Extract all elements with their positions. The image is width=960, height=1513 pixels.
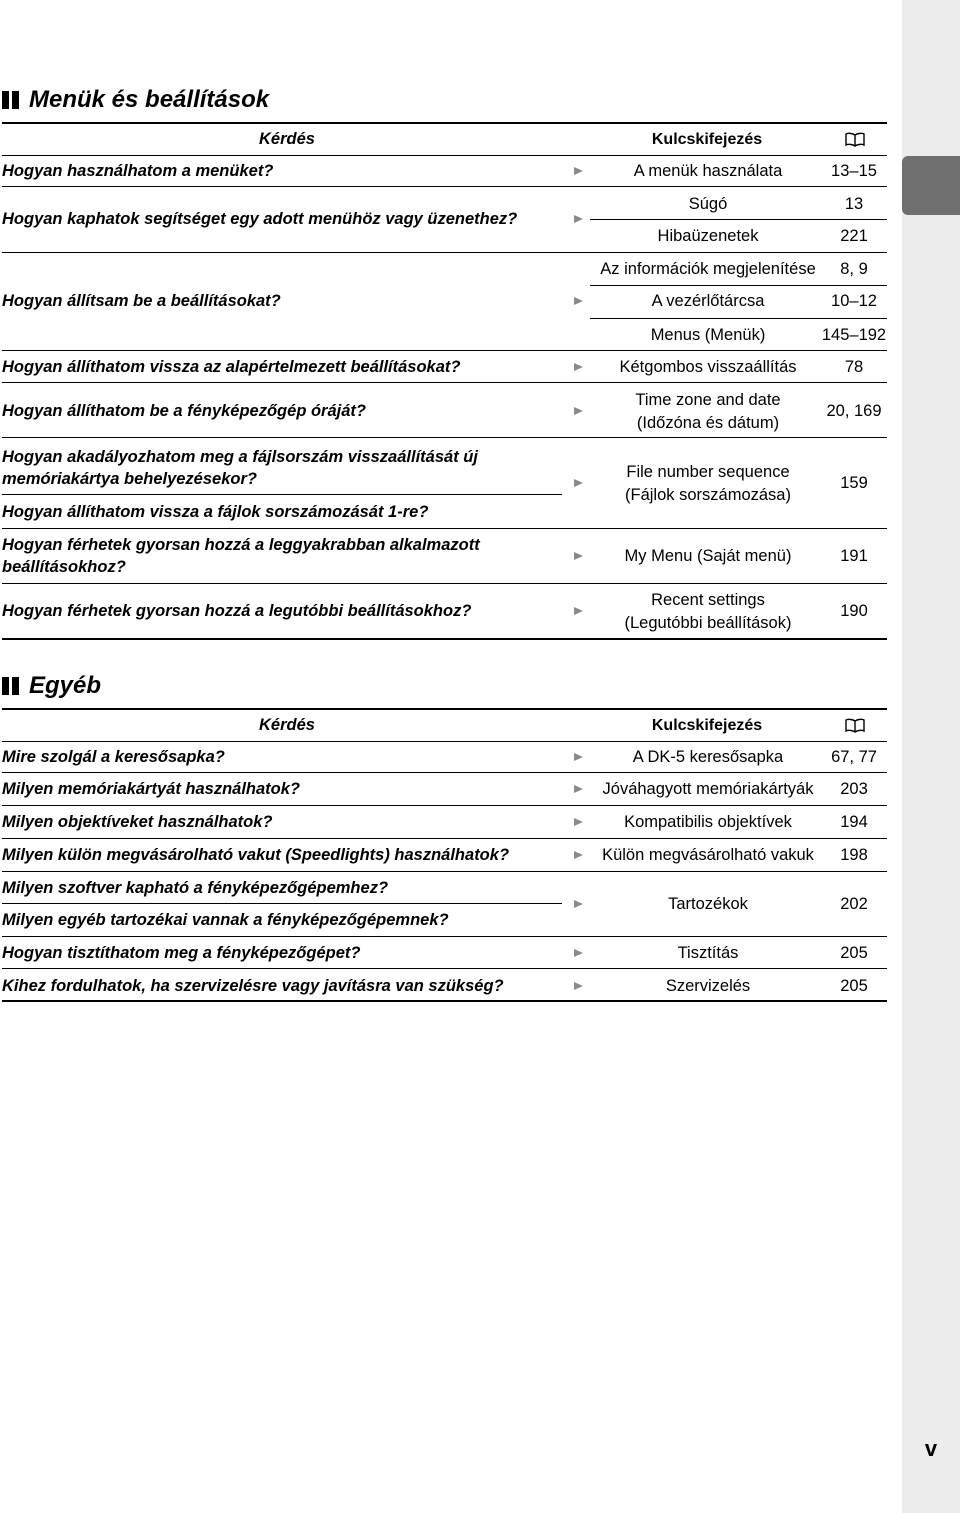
table-header (2, 122, 887, 156)
table-row-question: Hogyan állíthatom be a fényképezőgép óráját? (2, 402, 366, 420)
table-row-question: Kihez fordulhatok, ha szervizelésre vagy javításra van szükség? (2, 977, 504, 995)
row-divider (2, 437, 887, 438)
page-ref[interactable]: 10–12 (831, 292, 877, 310)
table-row-question: Hogyan állíthatom vissza az alapértelmezett beállításokat? (2, 358, 461, 376)
row-divider (2, 382, 887, 383)
row-divider (2, 805, 887, 806)
page-ref[interactable]: 78 (844, 358, 864, 376)
table-row-question: Milyen egyéb tartozékai vannak a fényképezőgépemnek? (2, 911, 449, 929)
page-ref[interactable]: 205 (840, 977, 868, 995)
section-title-other (2, 666, 101, 706)
arrow-icon (574, 297, 583, 305)
arrow-icon (574, 552, 583, 560)
table-row-question: Mire szolgál a keresősapka? (2, 748, 225, 766)
arrow-icon (574, 785, 583, 793)
keyword-cell: Tartozékok (668, 895, 748, 913)
arrow-icon (574, 851, 583, 859)
arrow-icon (574, 363, 583, 371)
header-question: Kérdés (259, 130, 315, 148)
sub-row-divider (2, 903, 562, 904)
header-question: Kérdés (259, 716, 315, 734)
keyword-cell-line1: Recent settings (651, 591, 765, 609)
page-ref[interactable]: 67, 77 (831, 748, 877, 766)
row-divider (2, 871, 887, 872)
section-title-text: Egyéb (29, 672, 102, 699)
section-marker-icon (2, 91, 19, 109)
page-ref[interactable]: 198 (840, 846, 868, 864)
keyword-cell-line1: Time zone and date (635, 391, 781, 409)
arrow-icon (574, 818, 583, 826)
table-row-question: Hogyan kaphatok segítséget egy adott menühöz vagy üzenethez? (2, 210, 518, 228)
page-number: v (924, 1436, 938, 1461)
keyword-cell: Hibaüzenetek (657, 227, 759, 245)
row-divider (2, 583, 887, 584)
keyword-cell: Súgó (688, 195, 728, 213)
arrow-icon (574, 982, 583, 990)
keyword-cell: A DK-5 keresősapka (632, 748, 784, 766)
table-row-question: Hogyan állíthatom vissza a fájlok sorszámozását 1-re? (2, 503, 429, 521)
page-ref[interactable]: 203 (840, 780, 868, 798)
row-divider (2, 968, 887, 969)
table-row-question: Hogyan férhetek gyorsan hozzá a legutóbbi beállításokhoz? (2, 602, 472, 620)
sub-row-divider (590, 318, 887, 319)
row-divider (2, 936, 887, 937)
table-row-question: Hogyan akadályozhatom meg a fájlsorszám visszaállítását új memóriakártya behelyezésekor? (2, 448, 478, 488)
header-page (822, 124, 887, 155)
keyword-cell: Az információk megjelenítése (600, 260, 816, 278)
table-row-question: Hogyan állítsam be a beállításokat? (2, 292, 281, 310)
keyword-cell: Menus (Menük) (650, 326, 766, 344)
book-icon (845, 718, 865, 733)
header-page (822, 710, 887, 741)
page-ref[interactable]: 13 (844, 195, 864, 213)
keyword-cell: Jóváhagyott memóriakártyák (602, 780, 814, 798)
page-ref[interactable]: 221 (840, 227, 868, 245)
keyword-cell: Tisztítás (677, 944, 739, 962)
table-bottom-rule (2, 1000, 887, 1002)
keyword-cell: Kétgombos visszaállítás (619, 358, 797, 376)
arrow-icon (574, 479, 583, 487)
section-title-menus (2, 80, 269, 120)
keyword-cell: A vezérlőtárcsa (651, 292, 765, 310)
page-ref[interactable]: 191 (840, 547, 868, 565)
sub-row-divider (590, 219, 887, 220)
table-row-question: Hogyan használhatom a menüket? (2, 162, 274, 180)
page-ref[interactable]: 202 (840, 895, 868, 913)
page-ref[interactable]: 159 (840, 474, 868, 492)
table-header (2, 708, 887, 742)
row-divider (2, 252, 887, 253)
page-ref[interactable]: 205 (840, 944, 868, 962)
table-row-question: Milyen külön megvásárolható vakut (Speedlights) használhatok? (2, 846, 510, 864)
page-ref[interactable]: 20, 169 (826, 402, 882, 420)
row-divider (2, 528, 887, 529)
keyword-cell-line1: File number sequence (626, 463, 790, 481)
page-ref[interactable]: 194 (840, 813, 868, 831)
keyword-cell: Külön megvásárolható vakuk (602, 846, 814, 864)
chapter-thumb-tab[interactable] (902, 156, 960, 215)
header-keyword: Kulcskifejezés (651, 717, 763, 734)
arrow-icon (574, 167, 583, 175)
arrow-icon (574, 900, 583, 908)
table-row-question: Hogyan tisztíthatom meg a fényképezőgépet? (2, 944, 361, 962)
table-row-question: Milyen memóriakártyát használhatok? (2, 780, 301, 798)
section-marker-icon (2, 677, 19, 695)
keyword-cell-line2: (Legutóbbi beállítások) (624, 614, 792, 632)
section-title-text: Menük és beállítások (29, 86, 270, 113)
arrow-icon (574, 753, 583, 761)
keyword-cell: My Menu (Saját menü) (624, 547, 792, 565)
row-divider (2, 186, 887, 187)
table-row-question: Milyen objektíveket használhatok? (2, 813, 273, 831)
row-divider (2, 772, 887, 773)
arrow-icon (574, 949, 583, 957)
book-icon (845, 132, 865, 147)
keyword-cell: Szervizelés (665, 977, 751, 995)
keyword-cell: A menük használata (633, 162, 783, 180)
keyword-cell: Kompatibilis objektívek (624, 813, 792, 831)
keyword-cell-line2: (Időzóna és dátum) (636, 414, 780, 432)
arrow-icon (574, 215, 583, 223)
sub-row-divider (590, 285, 887, 286)
page-ref[interactable]: 13–15 (831, 162, 877, 180)
side-margin-strip (902, 0, 960, 1513)
page-ref[interactable]: 145–192 (821, 326, 887, 344)
keyword-cell-line2: (Fájlok sorszámozása) (625, 486, 791, 504)
sub-row-divider (2, 494, 562, 495)
page-ref[interactable]: 190 (840, 602, 868, 620)
row-divider (2, 350, 887, 351)
arrow-icon (574, 407, 583, 415)
table-row-question: Hogyan férhetek gyorsan hozzá a leggyakrabban alkalmazott beállításokhoz? (2, 536, 480, 576)
header-keyword: Kulcskifejezés (651, 131, 763, 148)
table-bottom-rule (2, 638, 887, 640)
page-ref[interactable]: 8, 9 (840, 260, 868, 278)
arrow-icon (574, 607, 583, 615)
row-divider (2, 838, 887, 839)
table-row-question: Milyen szoftver kapható a fényképezőgépemhez? (2, 879, 389, 897)
